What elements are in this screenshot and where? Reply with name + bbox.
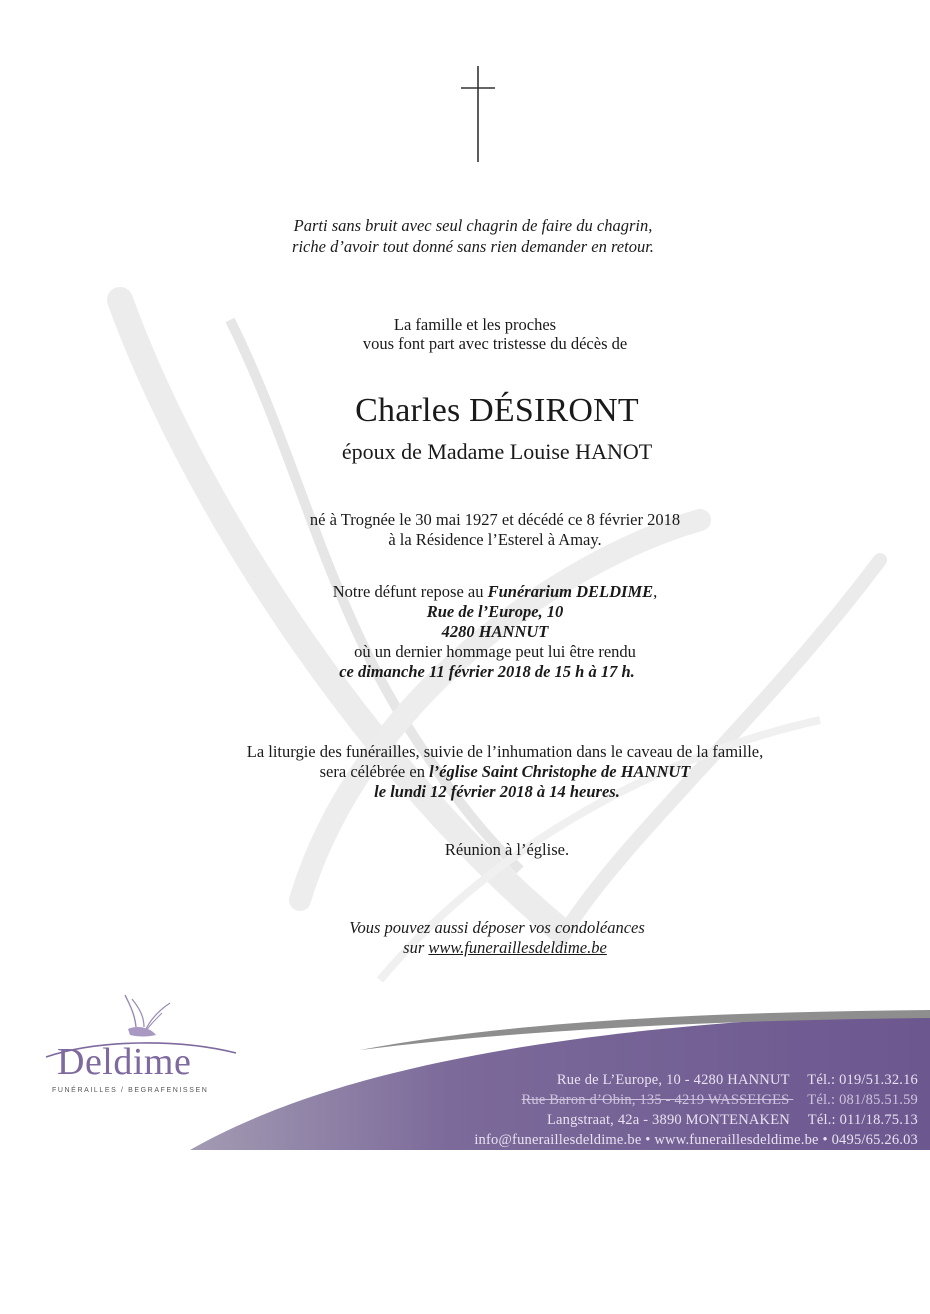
funerarium-city: 4280 HANNUT — [441, 622, 549, 641]
funerarium-name: Funérarium DELDIME — [487, 582, 654, 601]
contact-line-hannut — [358, 1072, 918, 1089]
contact-line-wasseiges — [358, 1092, 918, 1109]
announcement-line-1: La famille et les proches — [393, 315, 557, 334]
cross-icon — [456, 66, 500, 162]
visitation-intro — [30, 582, 930, 602]
condolences-link[interactable]: www.funeraillesdeldime.be — [428, 938, 607, 957]
deceased-spouse: époux de Madame Louise HANOT — [341, 439, 653, 464]
logo-subtitle: FUNÉRAILLES / BEGRAFENISSEN — [52, 1087, 209, 1094]
contact-footer-line: info@funeraillesdeldime.be • www.funeraillesdeldime.be • 0495/65.26.03 — [474, 1132, 918, 1148]
visitation-intro-text: Notre défunt repose au — [332, 582, 488, 601]
condolences-line-1: Vous pouvez aussi déposer vos condoléances — [349, 918, 645, 937]
poem-line-2: riche d’avoir tout donné sans rien demander en retour. — [292, 237, 654, 256]
condolences-line-2 — [40, 938, 930, 958]
contact-phone: Tél.: 081/85.51.59 — [807, 1092, 918, 1108]
condolences-line-2-intro: sur — [403, 938, 429, 957]
birth-death-line-2: à la Résidence l’Esterel à Amay. — [388, 530, 602, 549]
contact-phone: Tél.: 011/18.75.13 — [807, 1112, 918, 1128]
announcement-line-2: vous font part avec tristesse du décès de — [362, 334, 628, 353]
funeral-when: le lundi 12 février 2018 à 14 heures. — [374, 782, 620, 801]
funeral-church: l’église Saint Christophe de HANNUT — [429, 762, 691, 781]
reunion-text: Réunion à l’église. — [444, 840, 570, 859]
contact-address: Langstraat, 42a - 3890 MONTENAKEN — [546, 1112, 790, 1128]
funeral-line-1: La liturgie des funérailles, suivie de l’inhumation dans le caveau de la famille, — [246, 742, 764, 761]
visitation-tribute: où un dernier hommage peut lui être rendu — [354, 642, 636, 661]
contact-phone: Tél.: 019/51.32.16 — [807, 1072, 918, 1088]
contact-address: Rue Baron d’Obin, 135 - 4219 WASSEIGES — [521, 1092, 790, 1108]
funeral-line-2-intro: sera célébrée en — [319, 762, 430, 781]
funerarium-street: Rue de l’Europe, 10 — [426, 602, 564, 621]
logo-wordmark: Deldime — [57, 1041, 192, 1083]
contact-address: Rue de L’Europe, 10 - 4280 HANNUT — [556, 1072, 790, 1088]
visitation-when: ce dimanche 11 février 2018 de 15 h à 17 h. — [339, 662, 635, 681]
funeral-line-2 — [40, 762, 930, 782]
contact-line-montenaken — [358, 1112, 918, 1129]
deceased-name: Charles DÉSIRONT — [355, 392, 639, 429]
poem-line-1: Parti sans bruit avec seul chagrin de faire du chagrin, — [293, 216, 653, 235]
visitation-intro-end: , — [653, 582, 658, 601]
birth-death-line-1: né à Trognée le 30 mai 1927 et décédé ce 8 février 2018 — [309, 510, 681, 529]
